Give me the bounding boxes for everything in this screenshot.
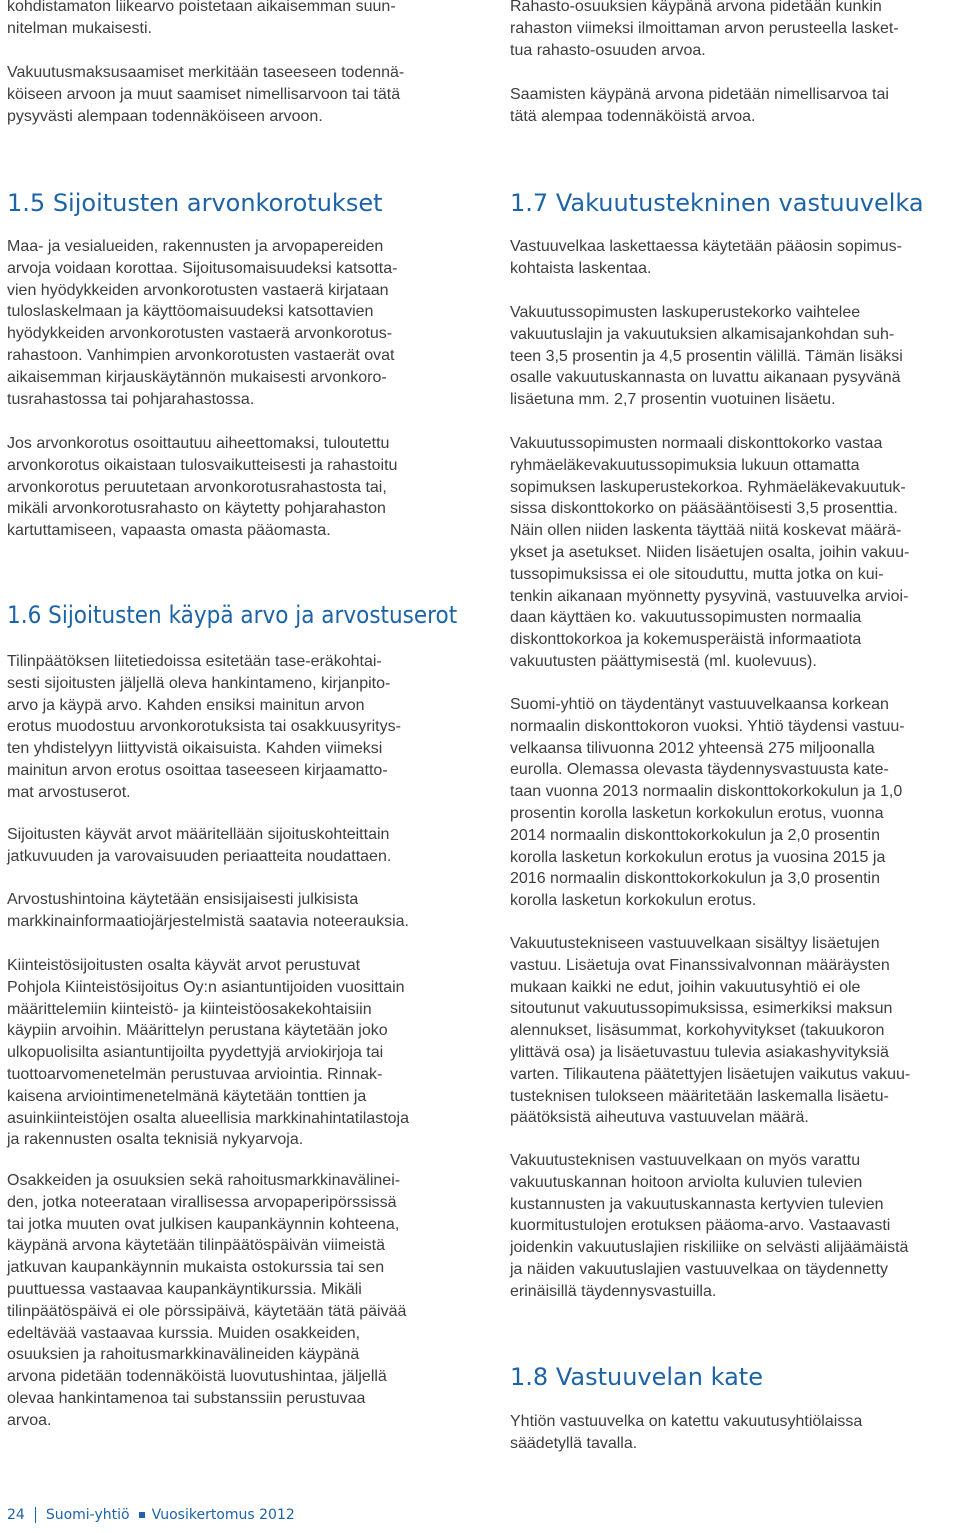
page-footer <box>7 1507 295 1523</box>
paragraph-technical-provisions: Vastuuvelkaa laskettaessa käytetään pääosin sopimus- kohtaista laskentaa. <box>510 238 902 277</box>
paragraph-discount-rate: Vakuutussopimusten normaali diskonttokorko vastaa ryhmäeläkevakuutussopimuksia lukuun ottamatta sopimuksen laskuperustekorkoa. Ryhmäeläkevakuutuk- sissa diskonttokorko on pääsääntöisesti 3,5 prosenttia. Näin ollen niiden laskenta täyttää niitä koskevat määrä- ykset ja asetukset. Niiden lisäetujen osalta, joihin vakuu- tussopimuksissa ei ole sitouduttu, mutta jotka on kui- tenkin aikanaan myönnetty pysyvinä, vastuuvelka arvioi- daan käyttäen ko. vakuutussopimusten normaalia diskonttokorkoa ja kokemusperäistä informaatiota vakuutusten päättymisestä (ml. kuolevuus). <box>510 435 910 670</box>
heading-1-5 <box>7 189 383 217</box>
paragraph-interest-rate: Vakuutussopimusten laskuperustekorko vaihtelee vakuutuslajin ja vakuutuksien alkamisajankohdan suh- teen 3,5 prosentin ja 4,5 prosentin välillä. Tämän lisäksi osalle vakuutuskannasta on luvattu aikanaan pysyvänä lisäetuna mm. 2,7 prosentin vuotuinen lisäetu. <box>510 304 903 409</box>
paragraph-expense-provision: Vakuutusteknisen vastuuvelkaan on myös varattu vakuutuskannan hoitoon arviolta kuluvien tulevien kustannusten ja vakuutuskannasta kertyvien tulevien kuormitustulojen erotuksen pääoma-arvo. Vastaavasti joidenkin vakuutuslajien riskiliike on selvästi alijäämäistä ja näiden vakuutuslajien vastuuvelkaa on täydennetty erinäisillä täydennysvastuilla. <box>510 1152 909 1300</box>
paragraph-fair-value: Tilinpäätöksen liitetiedoissa esitetään tase-eräkohtai- sesti sijoitusten jäljellä oleva hankintameno, kirjanpito- arvo ja käypä arvo. Kahden ensiksi mainitun arvon erotus muodostuu arvonkorotuksista tai osakkuusyritys- ten yhdistelyyn liittyvistä oikaisuista. Kahden viimeksi mainitun arvon erotus osoittaa taseeseen kirjaamatto- mat arvostuserot. <box>7 653 401 801</box>
paragraph-revaluation-reversal: Jos arvonkorotus osoittautuu aiheettomaksi, tuloutettu arvonkorotus oikaistaan tulosvaikutteisesti ja rahastoitu arvonkorotus peruutetaan arvonkorotusrahastosta tai, mikäli arvonkorotusrahasto on käytetty pohjarahaston kartuttamiseen, vapaasta omasta pääomasta. <box>7 435 398 540</box>
heading-number: 1.5 <box>7 189 46 217</box>
paragraph-supplementary: Suomi-yhtiö on täydentänyt vastuuvelkaansa korkean normaalin diskonttokoron vuoksi. Yhtiö täydensi vastuu- velkaansa tilivuonna 2012 yhteensä 275 miljoonalla eurolla. Olemassa olevasta täydennysvastuusta kate- taan vuonna 2013 normaalin diskonttokorkokulun ja 1,0 prosentin korolla lasketun korkokulun erotus, vuonna 2014 normaalin diskonttokorkokulun ja 2,0 prosentin korolla lasketun korkokulun erotus ja vuosina 2015 ja 2016 normaalin diskonttokorkokulun ja 3,0 prosentin korolla lasketun korkokulun erotus. <box>510 696 905 910</box>
page-number: 24 <box>7 1507 25 1523</box>
footer-divider <box>35 1507 36 1523</box>
paragraph-coverage: Yhtiön vastuuvelka on katettu vakuutusyhtiölaissa säädetyllä tavalla. <box>510 1413 863 1452</box>
heading-number: 1.7 <box>510 189 549 217</box>
heading-1-7 <box>510 189 924 217</box>
paragraph-pricing: Arvostushintoina käytetään ensisijaisesti julkisista markkinainformaatiojärjestelmistä saatavia noteerauksia. <box>7 891 409 930</box>
paragraph-revaluations: Maa- ja vesialueiden, rakennusten ja arvopapereiden arvoja voidaan korottaa. Sijoitusomaisuudeksi katsotta- vien hyödykkeiden arvonkorotusten vastaerä kirjataan tuloslaskelmaan ja käyttöomaisuudeksi katsottavien hyödykkeiden arvonkorotusten vastaerä arvonkorotus- rahastoon. Vanhimpien arvonkorotusten vastaerät ovat aikaisemman kirjauskäytännön mukaisesti arvonkoro- tusrahastossa tai pohjarahastossa. <box>7 238 398 408</box>
footer-report-title: Vuosikertomus 2012 <box>151 1507 295 1523</box>
paragraph-receivables-fair-value: Saamisten käypänä arvona pidetään nimellisarvoa tai tätä alempaa todennäköistä arvoa. <box>510 86 889 125</box>
paragraph-real-estate: Kiinteistösijoitusten osalta käyvät arvot perustuvat Pohjola Kiinteistösijoitus Oy:n asiantuntijoiden vuosittain määrittelemiin kiinteistö- ja kiinteistöosakekohtaisiin käypiin arvoihin. Määrittelyn perustana käytetään joko ulkopuolisilta asiantuntijoilta pyydettyjä arviokirjoja tai tuottoarvomenetelmän perustuvaa arviointia. Rinnak- kaisena arviointimenetelmänä käytetään tonttien ja asuinkiinteistöjen osalta alueellisia markkinahintatilastoja ja rakennusten osalta teknisiä nykyarvoja. <box>7 957 409 1149</box>
paragraph-fund-units: Rahasto-osuuksien käypänä arvona pidetään kunkin rahaston viimeksi ilmoittaman arvon perusteella lasket- tua rahasto-osuuden arvoa. <box>510 0 899 59</box>
heading-number: 1.8 <box>510 1363 549 1391</box>
paragraph-goodwill: kohdistamaton liikearvo poistetaan aikaisemman suun- nitelman mukaisesti. <box>7 0 396 37</box>
paragraph-receivables: Vakuutusmaksusaamiset merkitään taseeseen todennä- köiseen arvoon ja muut saamiset nimellisarvoon tai tätä pysyvästi alempaan todennäköiseen arvoon. <box>7 64 405 125</box>
heading-title: Vakuutustekninen vastuuvelka <box>555 189 924 217</box>
heading-title: Sijoitusten arvonkorotukset <box>52 189 383 217</box>
paragraph-shares: Osakkeiden ja osuuksien sekä rahoitusmarkkinavälinei- den, jotka noteerataan virallisessa arvopaperipörssissä tai jotka muuten ovat julkisen kaupankäynnin kohteena, käypänä arvona käytetään tilinpäätöspäivän viimeistä jatkuvan kaupankäynnin mukaista ostokurssia tai sen puuttuessa vastaavaa kaupankäyntikurssia. Mikäli tilinpäätöspäivä ei ole pörssipäivä, käytetään tätä päivää edeltävää vastaavaa kurssia. Muiden osakkeiden, osuuksien ja rahoitusmarkkinavälineiden käypänä arvona pidetään todennäköistä luovutushintaa, jäljellä olevaa hankintamenoa tai substanssiin perustuvaa arvoa. <box>7 1172 407 1429</box>
heading-title: Vastuuvelan kate <box>555 1363 763 1391</box>
heading-1-6 <box>7 601 457 629</box>
paragraph-fair-value-principles: Sijoitusten käyvät arvot määritellään sijoituskohteittain jatkuvuuden ja varovaisuuden periaatteita noudattaen. <box>7 826 392 865</box>
heading-number: 1.6 <box>7 601 42 629</box>
paragraph-bonuses: Vakuutustekniseen vastuuvelkaan sisältyy lisäetujen vastuu. Lisäetuja ovat Finanssivalvonnan määräysten mukaan kaikki ne edut, joihin vakuutusyhtiö ei ole sitoutunut vakuutussopimuksissa, esimerkiksi maksun alennukset, lisäsummat, korkohyvitykset (takuukoron ylittävä osa) ja lisäetuvastuu tulevia asiakashyvityksiä varten. Tilikautena päätettyjen lisäetujen vaikutus vakuu- tusteknisen tulokseen määritetään laskemalla lisäetu- päätöksistä aiheutuva vastuuvelan määrä. <box>510 935 911 1127</box>
square-bullet-icon <box>139 1512 145 1518</box>
heading-1-8 <box>510 1363 763 1391</box>
footer-company: Suomi-yhtiö <box>45 1507 130 1523</box>
heading-title: Sijoitusten käypä arvo ja arvostuserot <box>48 601 458 629</box>
